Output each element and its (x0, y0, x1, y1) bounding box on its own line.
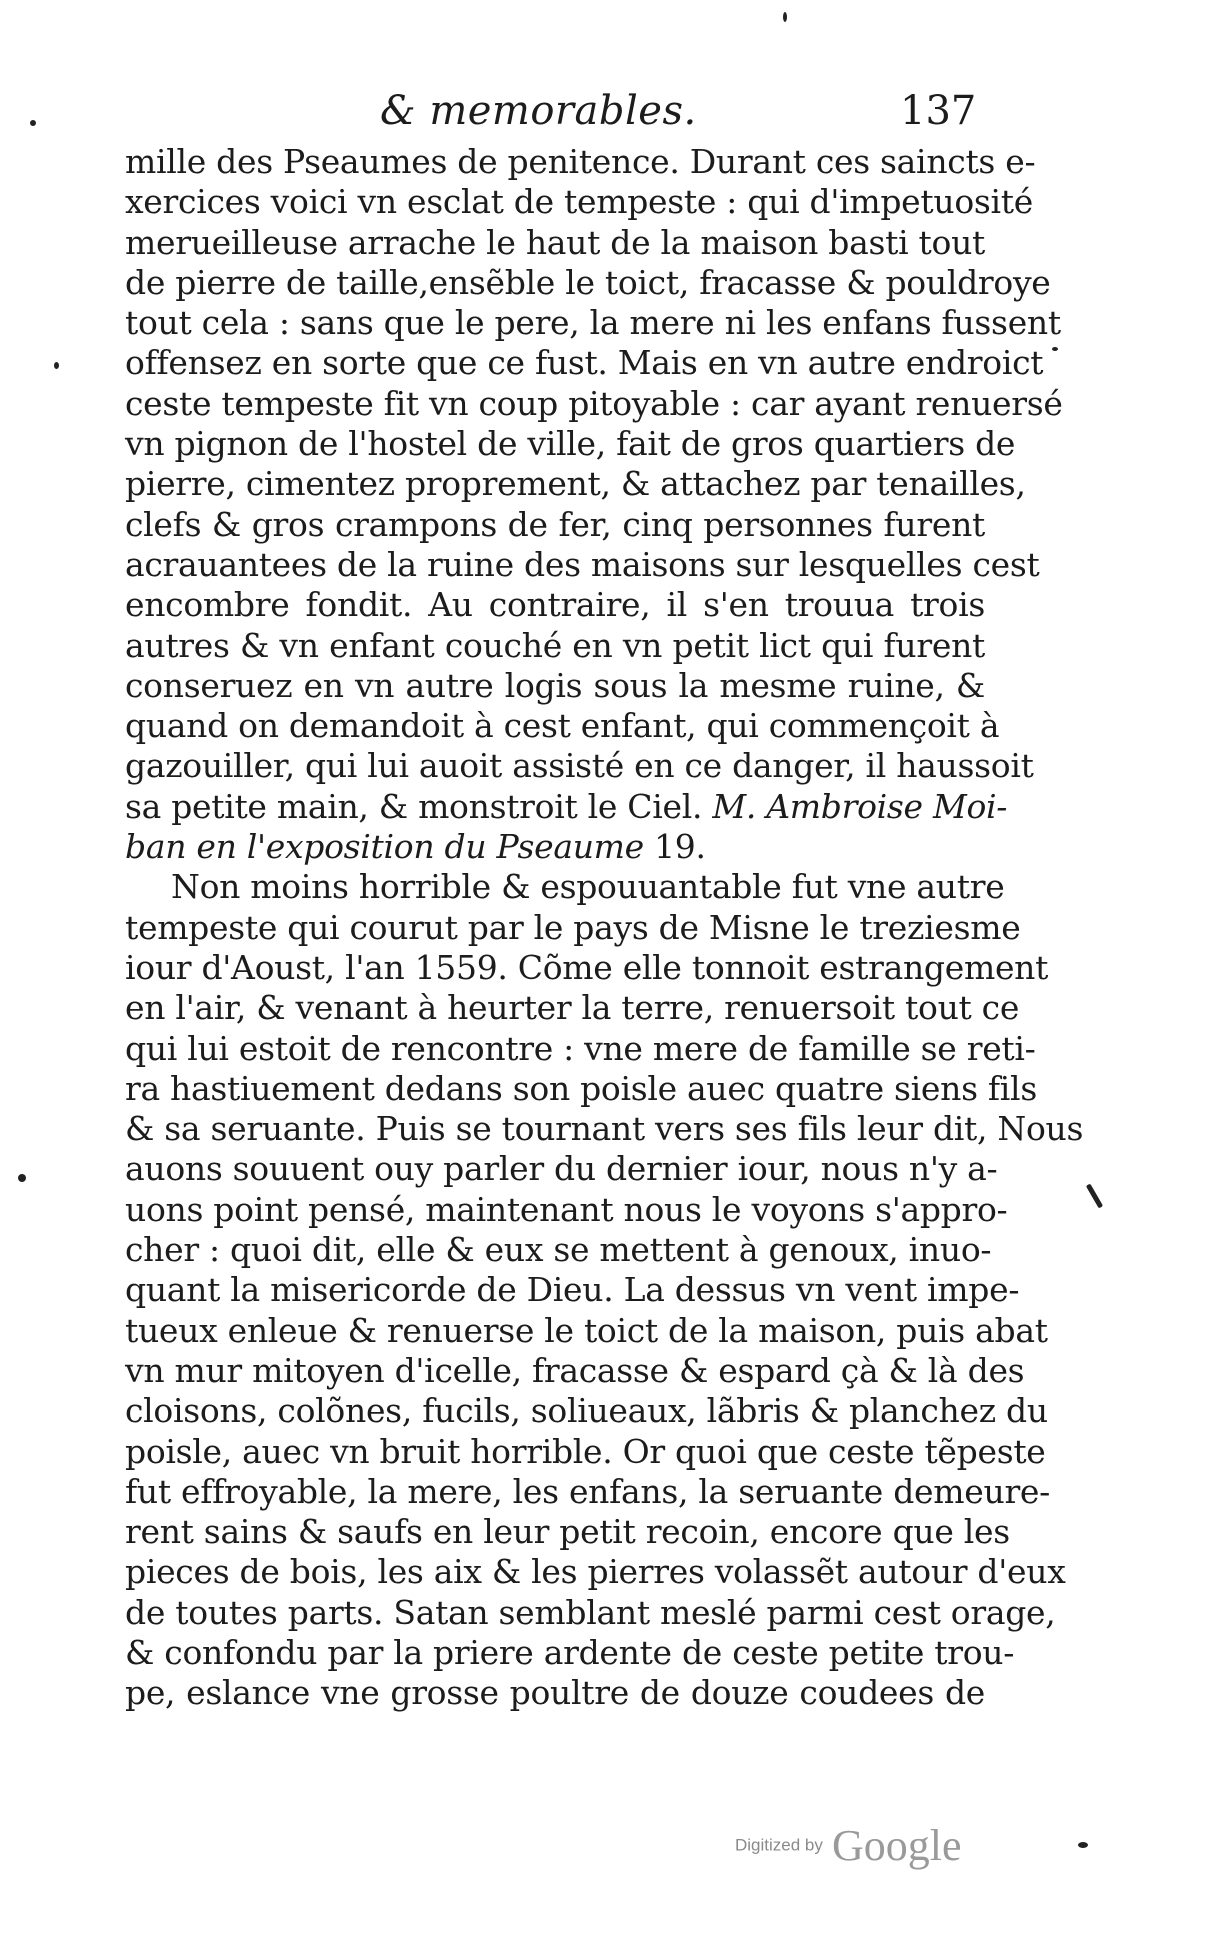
citation-source: ban en l'exposition du Pseaume (125, 827, 644, 867)
page-header (370, 88, 977, 148)
scan-speck (1086, 1183, 1103, 1208)
text-line: mille des Pseaumes de penitence. Durant ces saincts e- (125, 142, 1036, 181)
running-title: & memorables. (380, 88, 697, 134)
text-line: merueilleuse arrache le haut de la maison basti tout (125, 222, 985, 262)
text-line: acrauantees de la ruine des maisons sur lesquelles cest (125, 544, 1040, 584)
scan-speck (30, 120, 36, 126)
text-line: quant la misericorde de Dieu. La dessus vn vent impe- (125, 1270, 1020, 1310)
text-line: cloisons, colõnes, fucils, soliueaux, lãbris & planchez du (125, 1391, 1048, 1431)
text-line: offensez en sorte que ce fust. Mais en vn autre endroict (125, 343, 1044, 383)
text-line: en l'air, & venant à heurter la terre, renuersoit tout ce (125, 988, 1020, 1028)
scan-speck (54, 362, 59, 369)
text-line: vn pignon de l'hostel de ville, fait de gros quartiers de (125, 424, 1016, 464)
text-line: pierre, cimentez proprement, & attachez par tenailles, (125, 464, 1026, 504)
scan-speck (1078, 1842, 1088, 1848)
scan-speck (1052, 347, 1058, 351)
text-line: rent sains & saufs en leur petit recoin, encore que les (125, 1512, 1010, 1552)
paragraph-start-line: Non moins horrible & espouuantable fut vne autre (171, 867, 1005, 907)
text-line: xercices voici vn esclat de tempeste : qui d'impetuosité (125, 182, 1033, 222)
scan-speck (783, 12, 787, 22)
text-line: cher : quoi dit, elle & eux se mettent à genoux, inuo- (125, 1230, 992, 1270)
text-line: encombre fondit. Au contraire, il s'en trouua trois (125, 585, 985, 625)
text-line: iour d'Aoust, l'an 1559. Cõme elle tonnoit estrangement (125, 947, 1049, 987)
citation-line (125, 827, 985, 867)
text-line: clefs & gros crampons de fer, cinq personnes furent (125, 504, 985, 544)
text-line: quand on demandoit à cest enfant, qui commençoit à (125, 706, 1000, 746)
digitization-watermark (735, 1820, 1035, 1880)
text-line: tout cela : sans que le pere, la mere ni les enfans fussent (125, 303, 1061, 343)
text-line: conseruez en vn autre logis sous la mesme ruine, & (125, 665, 985, 705)
citation-number: 19. (654, 827, 706, 867)
text-line: ceste tempeste fit vn coup pitoyable : car ayant renuersé (125, 383, 1063, 423)
citation-author: M. Ambroise Moi- (712, 786, 1008, 826)
scan-speck (18, 1174, 26, 1182)
text-line-end: sa petite main, & monstroit le Ciel. (125, 786, 703, 826)
page-number: 137 (900, 88, 977, 134)
text-line: & sa seruante. Puis se tournant vers ses fils leur dit, Nous (125, 1109, 1084, 1149)
text-line: auons souuent ouy parler du dernier iour, nous n'y a- (125, 1149, 998, 1189)
text-line: tueux enleue & renuerse le toict de la maison, puis abat (125, 1310, 1048, 1350)
google-logo: Google (831, 1821, 962, 1870)
text-line: gazouiller, qui lui auoit assisté en ce danger, il haussoit (125, 746, 1034, 786)
digitized-by-label: Digitized by (735, 1835, 823, 1855)
text-line: de pierre de taille,ensẽble le toict, fracasse & pouldroye (125, 262, 1051, 302)
text-line: vn mur mitoyen d'icelle, fracasse & espard çà & là des (125, 1350, 1025, 1390)
text-line: ra hastiuement dedans son poisle auec quatre siens fils (125, 1068, 1037, 1108)
text-line: autres & vn enfant couché en vn petit lict qui furent (125, 625, 985, 665)
text-line: fut effroyable, la mere, les enfans, la seruante demeure- (125, 1471, 1050, 1511)
text-line: de toutes parts. Satan semblant meslé parmi cest orage, (125, 1592, 1056, 1632)
text-line: pieces de bois, les aix & les pierres volassẽt autour d'eux (125, 1552, 1066, 1592)
body-text (125, 142, 1084, 1714)
text-line: tempeste qui courut par le pays de Misne le treziesme (125, 907, 1021, 947)
text-line: qui lui estoit de rencontre : vne mere de famille se reti- (125, 1028, 1036, 1068)
text-line: pe, eslance vne grosse poultre de douze coudees de (125, 1673, 985, 1713)
text-line: poisle, auec vn bruit horrible. Or quoi que ceste tẽpeste (125, 1431, 1046, 1471)
text-line: & confondu par la priere ardente de ceste petite trou- (125, 1632, 1015, 1672)
text-line-with-citation (125, 786, 1008, 827)
text-line: uons point pensé, maintenant nous le voyons s'appro- (125, 1189, 1008, 1229)
